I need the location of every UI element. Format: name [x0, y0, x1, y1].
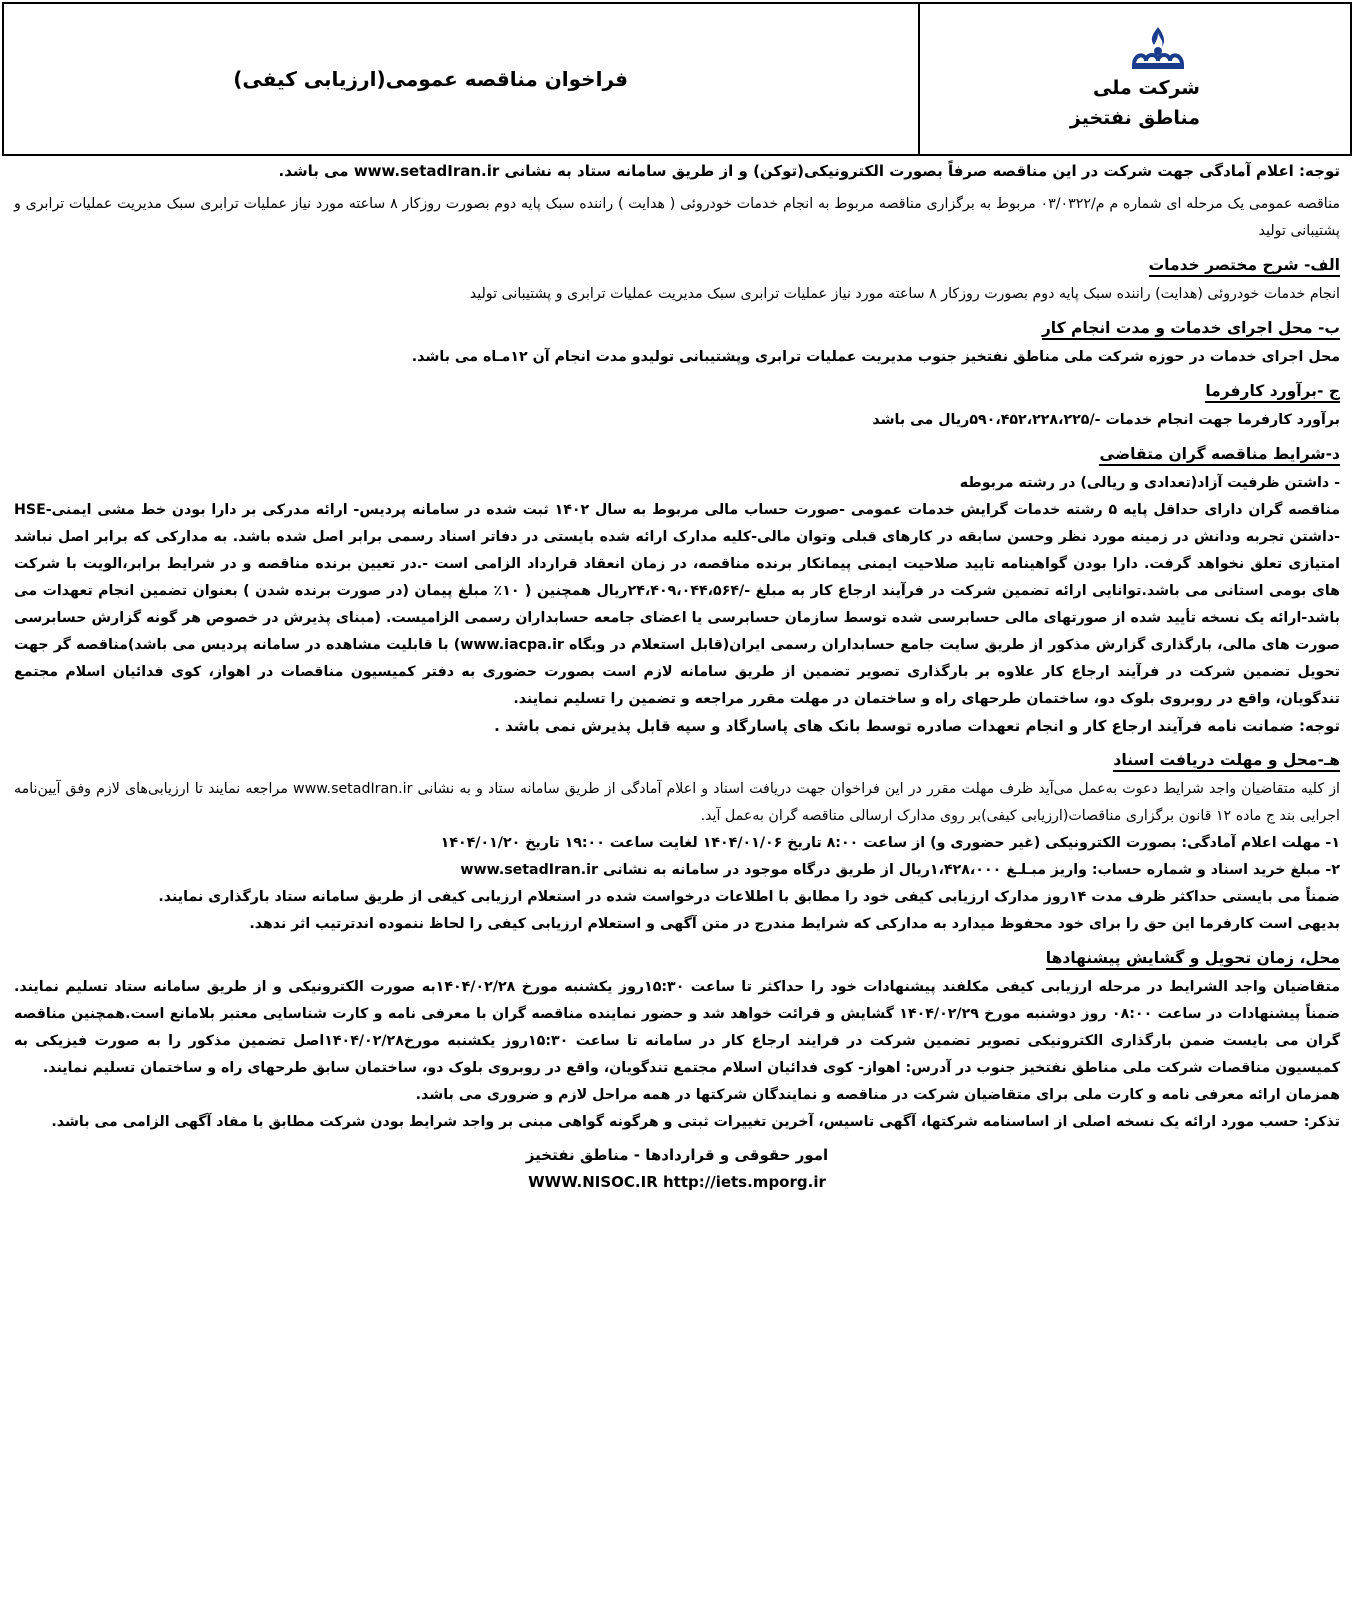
- company-name-line1: شرکت ملی: [1092, 77, 1200, 99]
- section-b-heading: [14, 314, 1340, 342]
- section-f-text: متقاضیان واجد الشرایط در مرحله ارزیابی کیفی مکلفند پیشنهادات خود را حداکثر تا ساعت ۱۵:۳۰روز یکشنبه مورخ ۱۴۰۴/۰۲/۲۸به صورت الکترونیکی و از طریق سامانه ستاد تسلیم نمایند. ضمناً پیشنهادات در ساعت ۰۸:۰۰ روز دوشنبه مورخ ۱۴۰۴/۰۲/۲۹ گشایش و قرائت خواهد شد و حضور نماینده مناقصه گران با معرفی نامه و کارت شناسایی معتبر بلامانع است.همچنین مناقصه گران می بایست ضمن بارگذاری الکترونیکی تصویر تضمین شرکت در فرایند ارجاع کار در سامانه تا ساعت ۱۵:۳۰روز یکشنبه مورخ۱۴۰۴/۰۲/۲۸اصل تضمین مذکور را به صورت فیزیکی به کمیسیون مناقصات شرکت ملی مناطق نفتخیز جنوب در آدرس: اهواز- کوی فدائیان اسلام مجتمع تندگویان، واقع در روبروی بلوک دو، ساختمان سابق طرحهای راه و ساختمان تسلیم نمایند.: [14, 979, 1340, 1076]
- company-name-line2: مناطق نفتخیز: [1069, 107, 1200, 129]
- section-a-heading-text: الف- شرح مختصر خدمات: [1149, 256, 1340, 277]
- section-e-item2: ۲- مبلغ خرید اسناد و شماره حساب: واریز مبـلـغ ۱،۴۲۸،۰۰۰ریال از طریق درگاه موجود در سامانه به نشانی www.setadIran.ir: [460, 862, 1340, 878]
- section-c-heading-text: ج -برآورد کارفرما: [1205, 382, 1340, 403]
- title-block: [4, 4, 918, 154]
- notice-header: [2, 2, 1352, 156]
- section-e-text: از کلیه متقاضیان واجد شرایط دعوت به‌عمل می‌آید ظرف مهلت مقرر در این فراخوان جهت دریافت اسناد و اعلام آمادگی از طریق سامانه ستاد و به نشانی www.setadIran.ir مراجعه نمایند تا ارزیابی‌های لازم وفق آیین‌نامه اجرایی بند ج ماده ۱۲ قانون برگزاری مناقصات(ارزیابی کیفی)بر روی مدارک ارسالی مناقصه گران به‌عمل آید.: [14, 781, 1340, 824]
- section-c-heading: [14, 377, 1340, 405]
- section-d-text: مناقصه گران دارای حداقل پایه ۵ رشته خدمات گرایش خدمات عمومی -صورت حساب مالی مربوط به سال ۱۴۰۲ ثبت شده در سامانه پردیس- ارائه مدرکی بر دارا بودن خط مشی ایمنی-HSE -داشتن تجربه ودانش در زمینه مورد نظر وحسن سابقه در کارهای قبلی وتوان مالی-کلیه مدارک ارائه شده بایستی در دفاتر اسناد رسمی برابر اصل شده باشد. به مدارکی که برابر اصل نباشد امتیازی تعلق نخواهد گرفت. دارا بودن گواهینامه تایید صلاحیت ایمنی پیمانکار برنده مناقصه، در زمان انعقاد قرارداد الزامی است -.در تعیین برنده مناقصه و در شرایط برابر،الویت با شرکت های بومی استانی می باشد.توانایی ارائه تضمین شرکت در فرآیند ارجاع کار به مبلغ -/۲۴،۴۰۹،۰۴۴،۵۶۴ریال همچنین ( ۱۰٪ مبلغ پیمان (در صورت برنده شدن ) بعنوان تضمین انجام تعهدات می باشد-ارائه یک نسخه تأیید شده از صورتهای مالی حسابرسی شده توسط سازمان حسابرسی یا اعضای جامعه حسابداران رسمی الزامیست. (مبنای پذیرش در خصوص هر گونه گزارش حسابرسی صورت های مالی، بارگذاری گزارش مذکور از طریق سایت جامع حسابداران رسمی ایران(قابل استعلام در وبگاه www.iacpa.ir) با قابلیت مشاهده در سامانه پردیس می باشد)مناقصه گر جهت تحویل تضمین شرکت در فرآیند ارجاع کار علاوه بر بارگذاری تصویر تضمین از طریق سامانه لازم است بصورت حضوری به دفتر کمیسیون مناقصات در اهواز، کوی فدائیان اسلام مجتمع تندگویان، واقع در روبروی بلوک دو، ساختمان طرحهای راه و ساختمان در مهلت مقرر مراجعه و تضمین را تسلیم نمایند.: [14, 502, 1341, 707]
- section-e-note2: بدیهی است کارفرما این حق را برای خود محفوظ میدارد به مدارکی که شرایط مندرج در متن آگهی و استعلام ارزیابی کیفی را لحاظ ننموده اندترتیب اثر ندهد.: [249, 916, 1340, 932]
- section-e-heading: [14, 746, 1340, 774]
- notice-title: فراخوان مناقصه عمومی(ارزیابی کیفی): [233, 67, 628, 91]
- footer-links[interactable]: WWW.NISOC.IR http://iets.mporg.ir: [528, 1173, 826, 1191]
- section-c-text: برآورد کارفرما جهت انجام خدمات -/۵۹۰،۴۵۲،۲۲۸،۲۲۵ریال می باشد: [872, 412, 1340, 428]
- section-b-heading-text: ب- محل اجرای خدمات و مدت انجام کار: [1042, 319, 1340, 340]
- section-e-heading-text: هـ-محل و مهلت دریافت اسناد: [1113, 751, 1340, 772]
- section-e-note1: ضمناً می بایستی حداکثر ظرف مدت ۱۴روز مدارک ارزیابی کیفی خود را مطابق با اطلاعات درخواست شده در استعلام ارزیابی کیفی از طریق سامانه ستاد بارگذاری نمایند.: [158, 889, 1340, 905]
- section-a-heading: [14, 251, 1340, 279]
- guarantee-notice: توجه: ضمانت نامه فرآیند ارجاع کار و انجام تعهدات صادره توسط بانک های پاسارگاد و سپه قابل پذیرش نمی باشد .: [494, 717, 1340, 735]
- section-d-line1: - داشتن ظرفیت آزاد(تعدادی و ریالی) در رشته مربوطه: [959, 475, 1340, 491]
- section-e-item1: ۱- مهلت اعلام آمادگی: بصورت الکترونیکی (غیر حضوری و) از ساعت ۸:۰۰ تاریخ ۱۴۰۴/۰۱/۰۶ لغایت ساعت ۱۹:۰۰ تاریخ ۱۴۰۴/۰۱/۲۰: [440, 835, 1340, 851]
- footer-org: امور حقوقی و قراردادها - مناطق نفتخیز: [525, 1146, 829, 1164]
- section-b-text: محل اجرای خدمات در حوزه شرکت ملی مناطق نفتخیز جنوب مدیریت عملیات ترابری وپشتیبانی تولیدو مدت انجام آن ۱۲مـاه می باشد.: [411, 349, 1340, 365]
- intro-paragraph: مناقصه عمومی یک مرحله ای شماره م م/۰۳/۰۳۲۲ مربوط به برگزاری مناقصه مربوط به انجام خدمات خودروئی ( هدایت ) راننده سبک پایه دوم بصورت روزکار ۸ ساعته مورد نیاز عملیات ترابری سبک مدیریت عملیات ترابری و پشتیبانی تولید: [14, 196, 1341, 239]
- notice-top: توجه: اعلام آمادگی جهت شرکت در این مناقصه صرفاً بصورت الکترونیکی(توکن) و از طریق سامانه ستاد به نشانی www.setadIran.ir می باشد.: [278, 162, 1340, 180]
- section-f-heading-text: محل، زمان تحویل و گشایش پیشنهادها: [1046, 949, 1340, 970]
- final-note-2: تذکر: حسب مورد ارائه یک نسخه اصلی از اساسنامه شرکتها، آگهی تاسیس، آخرین تغییرات ثبتی و هرگونه گواهی مبنی بر واجد شرایط بودن شرکت مطابق با مفاد آگهی الزامی می باشد.: [51, 1114, 1340, 1130]
- section-d-heading-text: د-شرایط مناقصه گران متقاضی: [1099, 445, 1340, 466]
- final-note-1: همزمان ارائه معرفی نامه و کارت ملی برای متقاضیان شرکت در مناقصه و نمایندگان شرکتها در همه مراحل لازم و ضروری می باشد.: [415, 1087, 1340, 1103]
- section-d-heading: [14, 440, 1340, 468]
- section-f-heading: [14, 944, 1340, 972]
- section-a-text: انجام خدمات خودروئی (هدایت) راننده سبک پایه دوم بصورت روزکار ۸ ساعته مورد نیاز عملیات ترابری سبک مدیریت عملیات ترابری و پشتیبانی تولید: [469, 286, 1340, 302]
- nioc-flame-logo-icon: [1128, 25, 1188, 73]
- company-logo-block: [918, 4, 1350, 154]
- notice-body: [6, 158, 1348, 1608]
